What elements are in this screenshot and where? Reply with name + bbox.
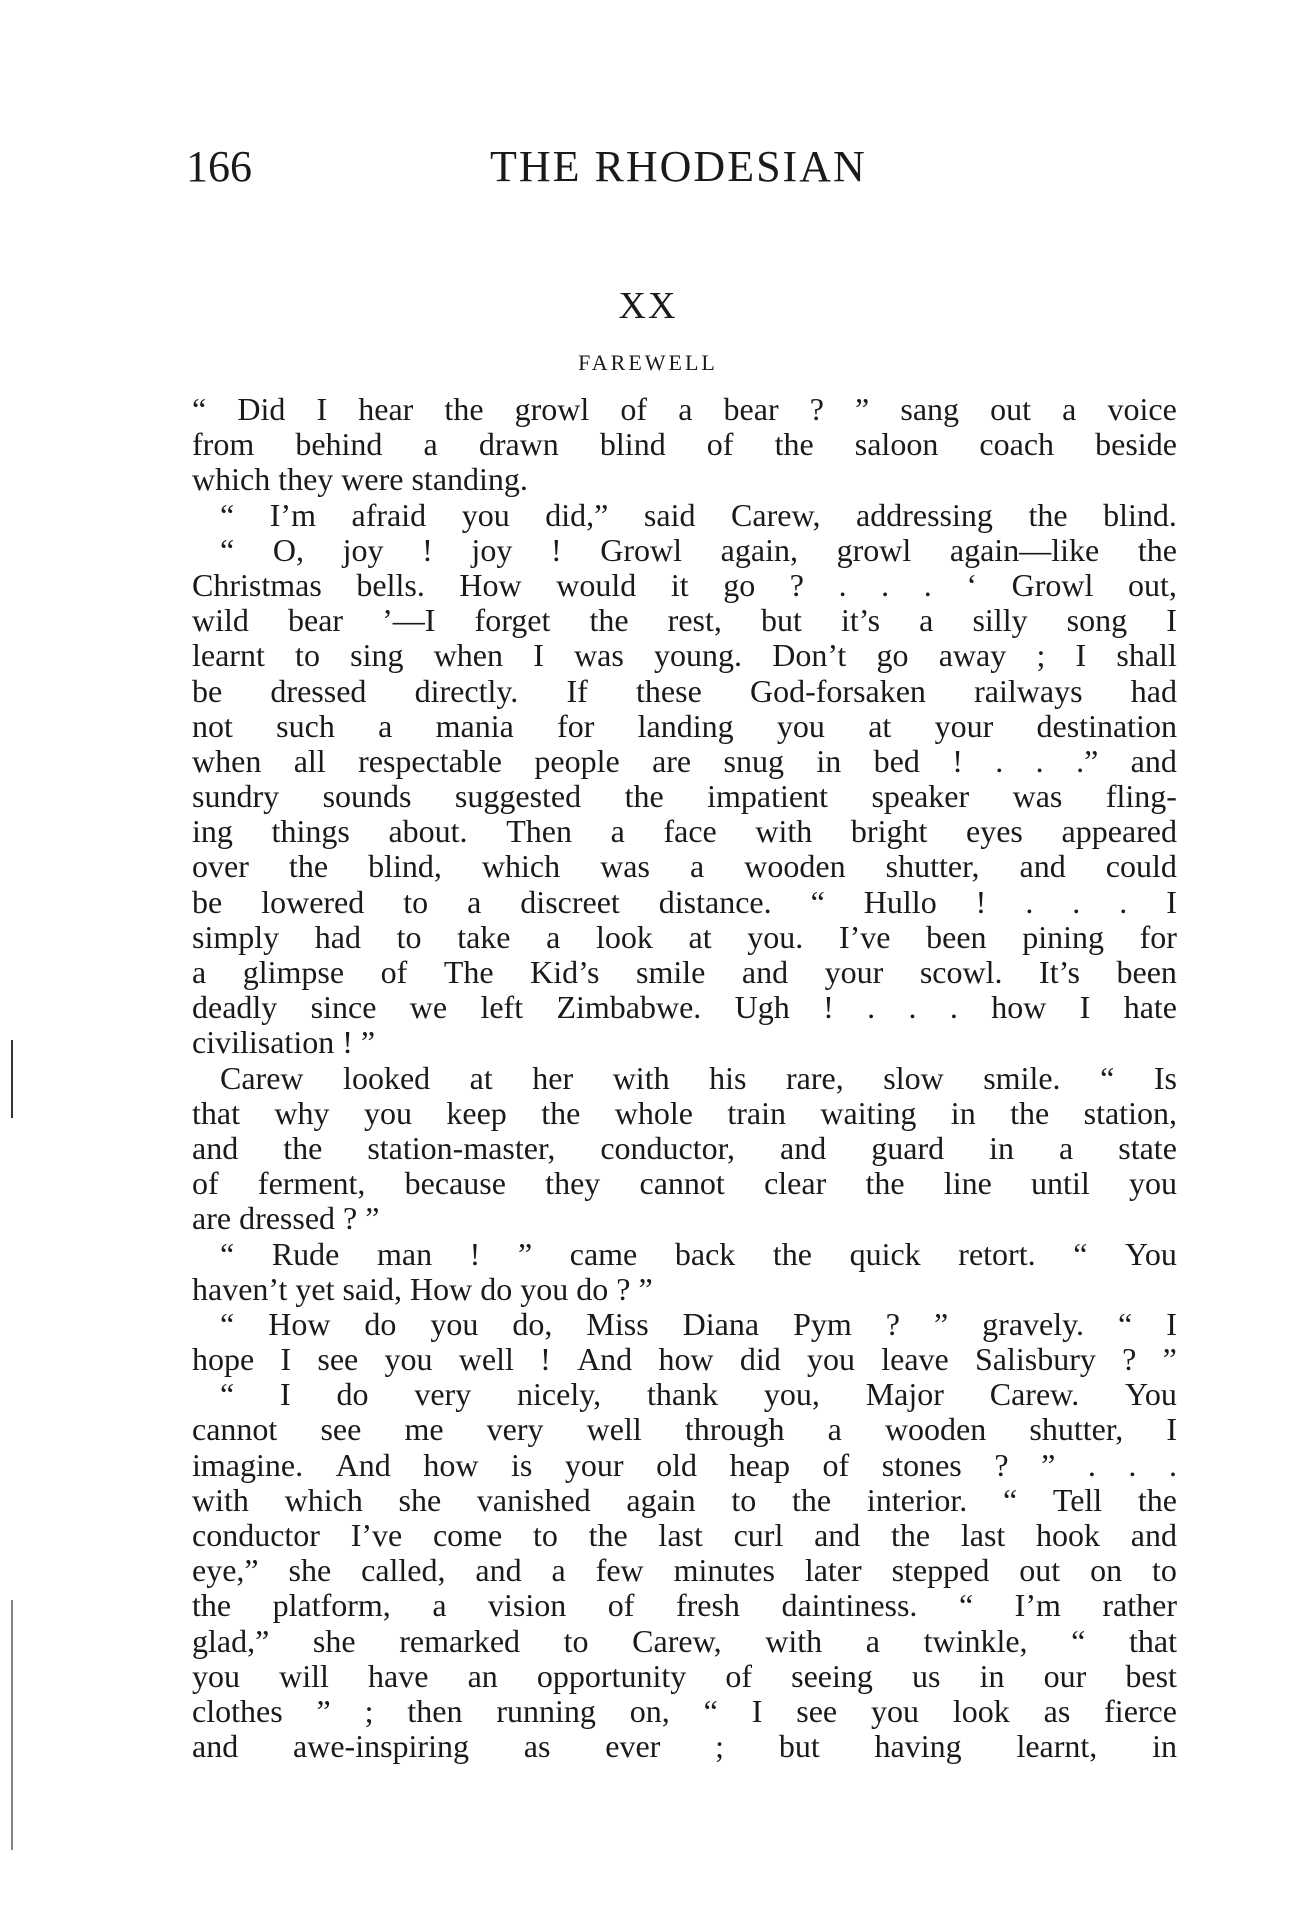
text-line: be dressed directly. If these God-forsaken railways had	[192, 672, 1177, 709]
text-line: “ Rude man ! ” came back the quick retort. “ You	[220, 1235, 1177, 1272]
text-line: over the blind, which was a wooden shutter, and could	[192, 848, 1177, 885]
text-line: and the station-master, conductor, and guard in a state	[192, 1129, 1177, 1166]
scan-mark	[11, 1040, 13, 1118]
text-line: from behind a drawn blind of the saloon coach beside	[192, 426, 1177, 463]
chapter-number: XX	[618, 285, 678, 327]
running-head: THE RHODESIAN	[490, 142, 867, 191]
text-line: which they were standing.	[192, 461, 528, 498]
page-number: 166	[186, 142, 252, 191]
text-line: “ I do very nicely, thank you, Major Carew. You	[220, 1376, 1177, 1413]
text-line: haven’t yet said, How do you do ? ”	[192, 1270, 653, 1307]
text-line: “ O, joy ! joy ! Growl again, growl again—like the	[220, 531, 1177, 568]
text-line: wild bear ’—I forget the rest, but it’s a silly song I	[192, 602, 1177, 639]
text-line: hope I see you well ! And how did you leave Salisbury ? ”	[192, 1341, 1177, 1378]
text-line: “ Did I hear the growl of a bear ? ” sang out a voice	[192, 391, 1177, 427]
text-line: Christmas bells. How would it go ? . . . ‘ Growl out,	[192, 566, 1177, 603]
text-line: with which she vanished again to the interior. “ Tell the	[192, 1481, 1177, 1518]
text-line: conductor I’ve come to the last curl and the last hook and	[192, 1517, 1177, 1553]
text-line: are dressed ? ”	[192, 1200, 380, 1237]
text-line: Carew looked at her with his rare, slow smile. “ Is	[220, 1059, 1177, 1096]
text-line: deadly since we left Zimbabwe. Ugh ! . . . how I hate	[192, 989, 1177, 1026]
text-line: the platform, a vision of fresh daintiness. “ I’m rather	[192, 1587, 1177, 1624]
text-line: imagine. And how is your old heap of stones ? ” . . .	[192, 1446, 1177, 1483]
text-line: cannot see me very well through a wooden shutter, I	[192, 1411, 1177, 1448]
text-line: learnt to sing when I was young. Don’t go away ; I shall	[192, 637, 1177, 674]
text-line: not such a mania for landing you at your destination	[192, 707, 1177, 744]
text-line: ing things about. Then a face with bright eyes appeared	[192, 813, 1177, 850]
text-line: simply had to take a look at you. I’ve been pining for	[192, 918, 1177, 955]
text-line: be lowered to a discreet distance. “ Hullo ! . . . I	[192, 883, 1177, 920]
text-line: sundry sounds suggested the impatient speaker was fling-	[192, 778, 1177, 815]
text-line: “ How do you do, Miss Diana Pym ? ” gravely. “ I	[220, 1305, 1177, 1342]
text-line: that why you keep the whole train waiting in the station,	[192, 1094, 1177, 1131]
text-line: “ I’m afraid you did,” said Carew, addressing the blind.	[220, 496, 1177, 533]
scan-mark	[11, 1600, 13, 1850]
text-line: a glimpse of The Kid’s smile and your scowl. It’s been	[192, 954, 1177, 990]
body-text	[192, 392, 1177, 1764]
text-line: civilisation ! ”	[192, 1024, 376, 1061]
chapter-title: FAREWELL	[578, 350, 718, 375]
text-line: when all respectable people are snug in bed ! . . .” and	[192, 742, 1177, 779]
text-line: of ferment, because they cannot clear the line until you	[192, 1165, 1177, 1202]
text-line: clothes ” ; then running on, “ I see you look as fierce	[192, 1692, 1177, 1729]
text-line: eye,” she called, and a few minutes later stepped out on to	[192, 1552, 1177, 1589]
text-line: glad,” she remarked to Carew, with a twinkle, “ that	[192, 1622, 1177, 1659]
text-line: you will have an opportunity of seeing us in our best	[192, 1657, 1177, 1694]
text-line: and awe-inspiring as ever ; but having learnt, in	[192, 1728, 1177, 1765]
